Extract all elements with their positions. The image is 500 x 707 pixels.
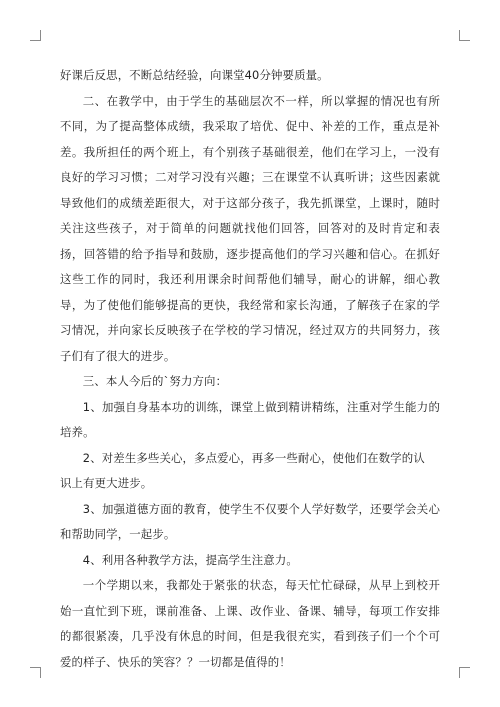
crop-mark-bottom-left [30,667,41,678]
paragraph-item-4: 4、利用各种教学方法，提高学生注意力。 [82,552,298,567]
paragraph-section-two: 二、在教学中，由于学生的基础层次不一样，所以掌握的情况也有所不同，为了提高整体成绩，我采取了培优、促中、补差的工作，重点是补差。我所担任的两个班上，有个别孩子基础很差，他们在学习上，一没有良好的学习习惯；二对学习没有兴趣；三在课堂不认真听讲；这些因素就导致他们的成绩差距很大，对于这部分孩子，我先抓课堂，上课时，随时关注这些孩子，对于简单的问题就找他们回答，回答对的及时肯定和表扬，回答错的给予指导和鼓励，逐步提高他们的学习兴趣和信心。在抓好这些工作的同时，我还利用课余时间帮他们辅导，耐心的讲解，细心教导，为了使他们能够提高的更快，我经常和家长沟通，了解孩子在家的学习情况，并向家长反映孩子在学校的学习情况，经过双方的共同努力，孩子们有了很大的进步。 [60,93,440,363]
paragraph-item-1: 1、加强自身基本功的训练，课堂上做到精讲精练，注重对学生能力的培养。 [60,399,440,439]
paragraph-item-2-continuation: 识上有更大进步。 [60,476,153,490]
paragraph-item-3: 3、加强道德方面的教育，使学生不仅要个人学好数学，还要学会关心和帮助同学，一起步。 [60,501,440,541]
paragraph-item-2: 2、对差生多些关心，多点爱心，再多一些耐心，使他们在数学的认 [82,450,425,465]
crop-mark-top-right [459,30,470,41]
document-body [60,63,440,675]
paragraph-conclusion: 一个学期以来，我都处于紧张的状态，每天忙忙碌碌，从早上到校开始一直忙到下班，课前准备、上课、改作业、备课、辅导，每项工作安排的都很紧凑，几乎没有休息的时间，但是我很充实，看到孩子们一个个可爱的样子、快乐的笑容？？一切都是值得的！ [60,578,440,669]
paragraph-continuation: 好课后反思，不断总结经验，向课堂40分钟要质量。 [60,68,329,82]
paragraph-section-three-heading: 三、本人今后的`努力方向： [82,374,228,388]
crop-mark-bottom-right [459,667,470,678]
crop-mark-top-left [30,30,41,41]
